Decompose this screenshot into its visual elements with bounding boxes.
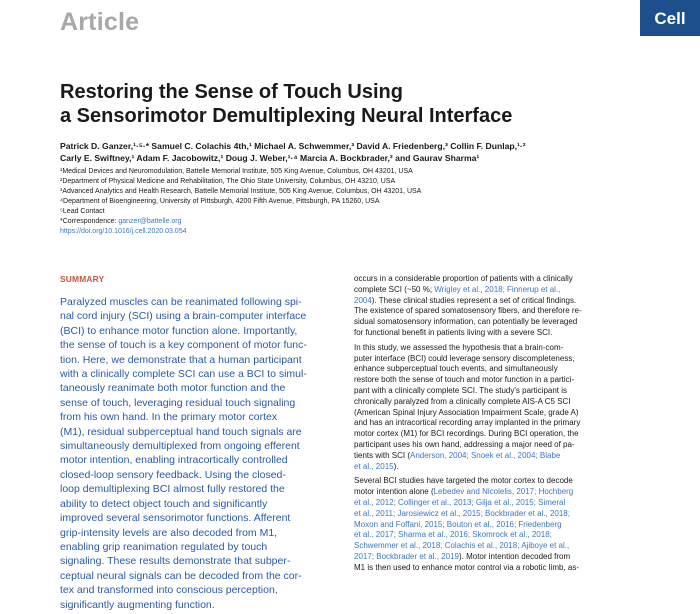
body-line: [354, 354, 640, 365]
summary-line: closed-loop sensory feedback. Using the closed-: [60, 468, 286, 481]
body-line: [354, 306, 640, 317]
section-label: Article: [60, 8, 140, 36]
affiliation: ²Department of Physical Medicine and Rehabilitation, The Ohio State University, Columbus, OH 43210, USA: [60, 178, 396, 185]
doi-link[interactable]: https://doi.org/10.1016/j.cell.2020.03.054: [60, 228, 187, 235]
summary-line: signaling. These results demonstrate that subper-: [60, 555, 291, 568]
summary-line: the sense of touch is a key component of motor func-: [60, 339, 307, 352]
body-line: [354, 328, 640, 339]
body-text: motor intention alone (: [354, 487, 434, 497]
reference-link[interactable]: et al., 2012; Collinger et al., 2013; Gilja et al., 2015; Simeral: [354, 497, 566, 507]
body-line: [354, 296, 640, 307]
body-line: [354, 386, 640, 397]
summary-line: ceptual neural signals can be decoded from the cor-: [60, 569, 302, 582]
summary-line: taneously reanimate both motor function and the: [60, 382, 286, 395]
body-text-column: [354, 274, 640, 574]
body-text: ). These clinical studies represent a set of critical findings.: [371, 295, 577, 305]
author-line: Patrick D. Ganzer,¹·⁵·* Samuel C. Colachis 4th,¹ Michael A. Schwemmer,³ David A. Friedenberg,³ Collin F. Dunlap,¹·²: [60, 141, 526, 151]
summary-line: motor intention, enabling intracortically controlled: [60, 454, 288, 467]
summary-line: loop demultiplexing BCI almost fully restored the: [60, 483, 285, 496]
article-title: [60, 80, 660, 128]
author-list: [60, 140, 660, 164]
reference-link[interactable]: Schwemmer et al., 2018; Colachis et al., 2018; Ajiboye et al.,: [354, 541, 570, 551]
summary-line: with a clinically complete SCI can use a BCI to simul-: [60, 368, 307, 381]
reference-link[interactable]: Lebedev and Nicolelis, 2017; Hochberg: [433, 487, 574, 497]
body-text: motor cortex (M1) for BCI recordings. During BCI operation, the: [354, 429, 579, 439]
reference-link[interactable]: et al., 2011; Jarosiewicz et al., 2015; Bockbrader et al., 2018;: [354, 508, 570, 518]
summary-line: tex and transformed into conscious perception,: [60, 584, 278, 597]
reference-link[interactable]: et al., 2015: [354, 461, 394, 471]
body-text: and has an intracortical recording array implanted in the primary: [354, 418, 581, 428]
body-text: The existence of spared somatosensory fibers, and therefore re-: [354, 306, 582, 316]
title-line: Restoring the Sense of Touch Using: [60, 81, 403, 103]
body-text: M1 is then used to enhance motor control via a robotic limb, as-: [354, 562, 579, 572]
correspondence-email-link[interactable]: ganzer@battelle.org: [118, 218, 182, 225]
summary-text: [60, 295, 342, 612]
body-text: pant with a clinically complete SCI. The study's participant is: [354, 385, 568, 395]
summary-line: (BCI) to enhance motor function alone. Importantly,: [60, 324, 298, 337]
correspondence-label: *Correspondence:: [60, 218, 119, 225]
affiliation: ¹Medical Devices and Neuromodulation, Battelle Memorial Institute, 505 King Avenue, Columbus, OH 43201, USA: [60, 168, 413, 175]
body-line: [354, 285, 640, 296]
body-text: Several BCI studies have targeted the motor cortex to decode: [354, 476, 573, 486]
summary-line: sense of touch, leveraging residual touch signaling: [60, 396, 296, 409]
reference-link[interactable]: Moxon and Foffani, 2015; Bouton et al., 2016; Friedenberg: [354, 519, 562, 529]
affiliation: ⁵Lead Contact: [60, 208, 105, 215]
body-text: complete SCI (~50 %;: [354, 284, 435, 294]
reference-link[interactable]: Anderson, 2004; Snoek et al., 2004; Blabe: [410, 450, 561, 460]
body-line: [354, 375, 640, 386]
body-line: [354, 440, 640, 451]
body-line: [354, 462, 640, 473]
body-line: [354, 343, 640, 354]
affiliation: ⁴Department of Bioengineering, University of Pittsburgh, 4200 Fifth Avenue, Pittsburgh, PA 15260, USA: [60, 198, 380, 205]
body-line: [354, 552, 640, 563]
body-line: [354, 520, 640, 531]
body-text: ).: [393, 461, 399, 471]
author-line: Carly E. Swiftney,¹ Adam F. Jacobowitz,¹ Doug J. Weber,¹·⁴ Marcia A. Bockbrader,² and Gaurav Sharma¹: [60, 153, 480, 163]
title-line: a Sensorimotor Demultiplexing Neural Interface: [60, 105, 513, 127]
body-paragraph: [354, 274, 640, 339]
body-line: [354, 530, 640, 541]
summary-line: tion. Here, we demonstrate that a human participant: [60, 353, 302, 366]
summary-line: simultaneously demultiplexed from ongoing efferent: [60, 440, 300, 453]
body-line: [354, 498, 640, 509]
body-text: restore both the sense of touch and motor function in a partici-: [354, 375, 575, 385]
affiliation-block: [60, 167, 660, 237]
summary-line: enabling grip reanimation regulated by touch: [60, 540, 268, 553]
body-line: [354, 541, 640, 552]
body-text: for functional benefit in patients living with a severe SCI.: [354, 327, 553, 337]
reference-link[interactable]: Wrigley et al., 2018; Finnerup et al.,: [434, 284, 561, 294]
body-text: participant uses his own hand, addressing a major need of pa-: [354, 439, 575, 449]
body-line: [354, 509, 640, 520]
body-text: enhance subperceptual touch events, and simultaneously: [354, 364, 558, 374]
body-text: occurs in a considerable proportion of patients with a clinically: [354, 274, 573, 283]
reference-link[interactable]: et al., 2017; Sharma et al., 2016; Skomrock et al., 2018;: [354, 530, 552, 540]
body-line: [354, 408, 640, 419]
body-line: [354, 487, 640, 498]
body-line: [354, 563, 640, 574]
body-paragraph: [354, 476, 640, 573]
body-line: [354, 317, 640, 328]
body-text: ). Motor intention decoded from: [458, 551, 571, 561]
summary-heading: SUMMARY: [60, 274, 105, 284]
body-line: [354, 274, 640, 285]
body-text: chronically paralyzed from a clinically complete AIS-A C5 SCI: [354, 396, 571, 406]
body-line: [354, 364, 640, 375]
body-text: puter interface (BCI) could leverage sensory discompleteness,: [354, 353, 575, 363]
reference-link[interactable]: 2004: [354, 295, 372, 305]
summary-line: grip-intensity levels are also decoded from M1,: [60, 526, 278, 539]
summary-line: nal cord injury (SCI) using a brain-computer interface: [60, 310, 307, 323]
body-text: sidual somatosensory information, can potentially be leveraged: [354, 317, 578, 327]
summary-line: (M1), residual subperceptual hand touch signals are: [60, 425, 302, 438]
affiliation: ³Advanced Analytics and Health Research, Battelle Memorial Institute, 505 King Avenue, Columbus, OH 43201, USA: [60, 188, 422, 195]
summary-line: significantly augmenting function.: [60, 598, 215, 611]
summary-line: Paralyzed muscles can be reanimated following spi-: [60, 296, 302, 308]
body-line: [354, 476, 640, 487]
journal-logo: Cell: [640, 0, 700, 36]
body-text: (American Spinal Injury Association Impairment Scale, grade A): [354, 407, 579, 417]
body-paragraph: [354, 343, 640, 473]
body-line: [354, 451, 640, 462]
body-text: tients with SCI (: [354, 450, 411, 460]
body-line: [354, 429, 640, 440]
body-line: [354, 418, 640, 429]
summary-line: improved several sensorimotor functions. Afferent: [60, 512, 291, 525]
summary-line: from his own hand. In the primary motor cortex: [60, 411, 278, 424]
summary-line: ability to detect object touch and significantly: [60, 497, 268, 510]
body-text: In this study, we assessed the hypothesis that a brain-com-: [354, 342, 564, 352]
body-line: [354, 397, 640, 408]
correspondence: [60, 217, 660, 227]
reference-link[interactable]: 2017; Bockbrader et al., 2019: [354, 551, 459, 561]
